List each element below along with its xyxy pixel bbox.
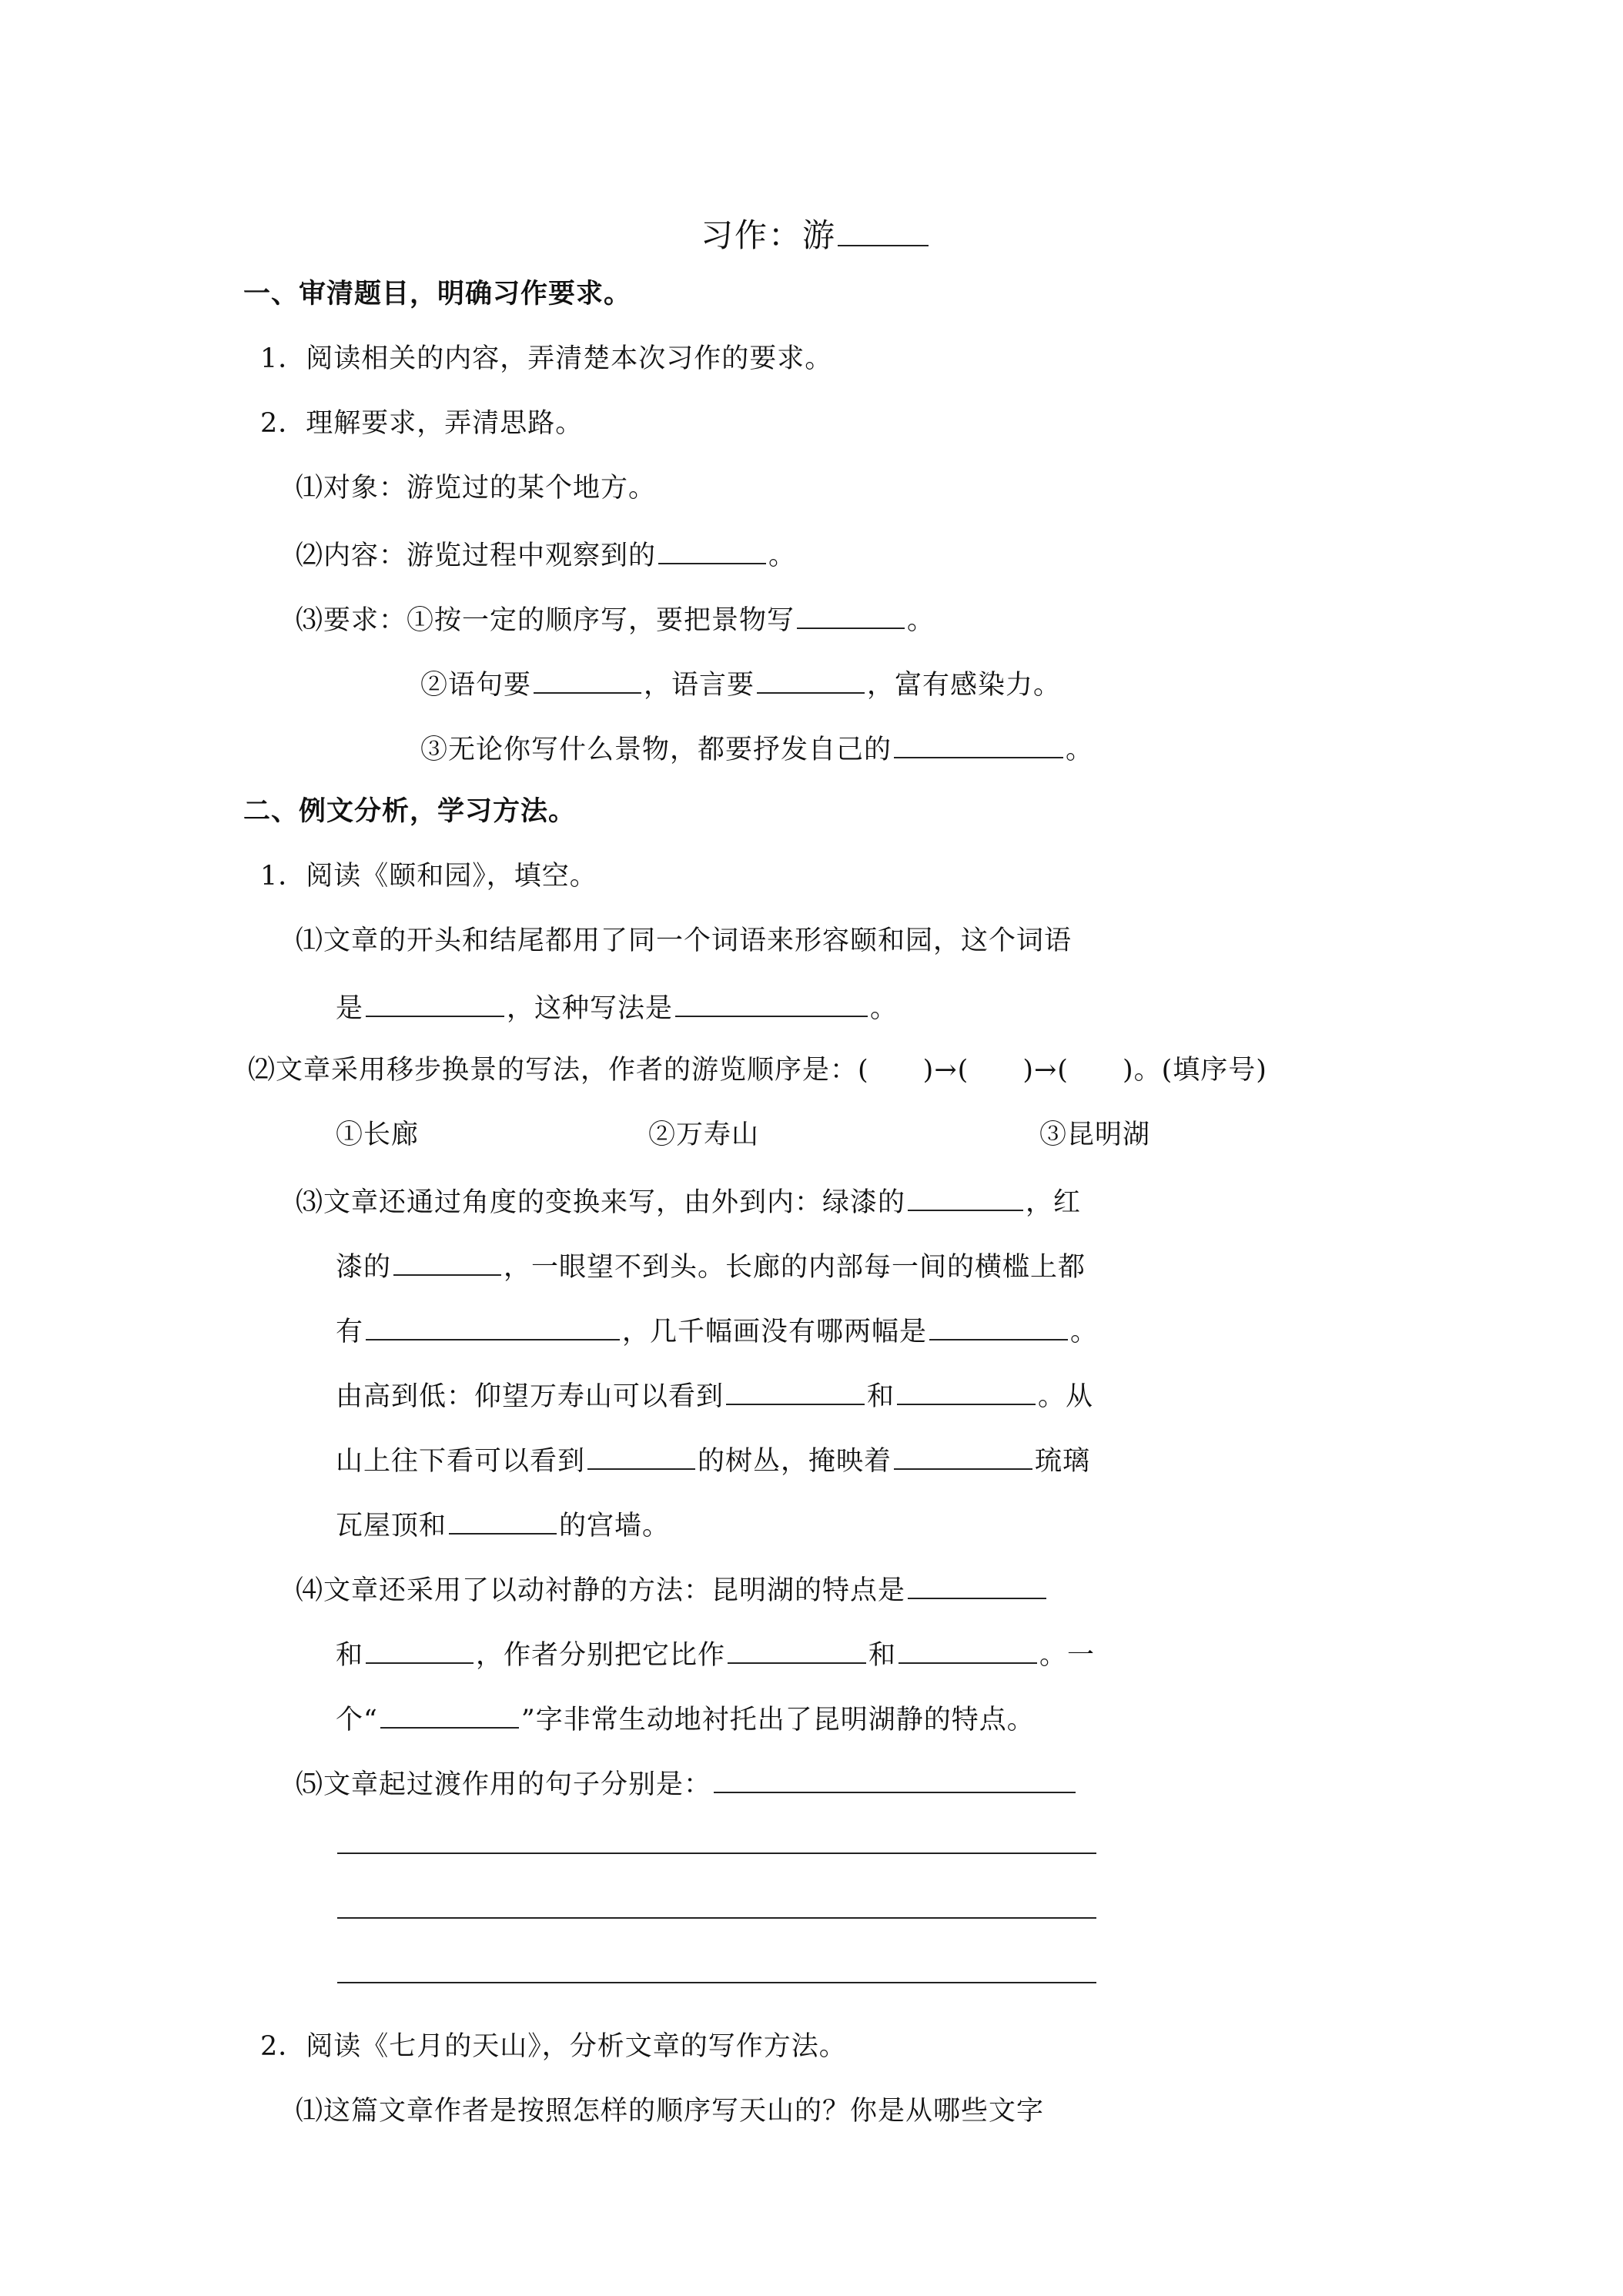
section1-heading: 一、审清题目，明确习作要求。: [243, 278, 632, 310]
answer-line[interactable]: [337, 1982, 1096, 1983]
q3-line6: 瓦屋顶和 的宫墙。: [336, 1504, 670, 1545]
fill-blank[interactable]: [908, 1569, 1046, 1599]
q3-line4: 由高到低：仰望万寿山可以看到 和 。从: [336, 1375, 1093, 1415]
fill-blank[interactable]: [894, 728, 1063, 758]
fill-blank[interactable]: [894, 1440, 1032, 1470]
fill-blank[interactable]: [587, 1440, 695, 1470]
section2-item2: 2．阅读《七月的天山》，分析文章的写作方法。: [260, 2031, 847, 2062]
fill-blank[interactable]: [908, 1181, 1023, 1211]
q3-line1: ⑶文章还通过角度的变换来写，由外到内：绿漆的 ，红: [296, 1181, 1081, 1221]
section1-sub3: ⑶要求：①按一定的顺序写，要把景物写 。: [296, 599, 935, 639]
section1-item2: 2．理解要求，弄清思路。: [260, 408, 584, 439]
fill-blank[interactable]: [728, 1634, 866, 1664]
section1-req3: ③无论你写什么景物，都要抒发自己的 。: [420, 728, 1093, 768]
option-3: ③昆明湖: [1039, 1120, 1151, 1150]
q4-line2: 和 ，作者分别把它比作 和 。一: [336, 1634, 1095, 1674]
answer-line[interactable]: [337, 1853, 1096, 1854]
fill-blank[interactable]: [658, 534, 766, 564]
fill-blank[interactable]: [366, 1310, 620, 1340]
fill-blank[interactable]: [726, 1375, 865, 1405]
q5-line: ⑸文章起过渡作用的句子分别是：: [296, 1763, 1078, 1803]
fill-blank[interactable]: [797, 599, 905, 629]
fill-blank[interactable]: [899, 1634, 1037, 1664]
q1-line2: 是 ，这种写法是 。: [336, 987, 898, 1027]
option-2: ②万寿山: [648, 1120, 760, 1150]
q3-line2: 漆的 ，一眼望不到头。长廊的内部每一间的横槛上都: [336, 1246, 1086, 1286]
fill-blank[interactable]: [380, 1699, 519, 1729]
q4-line1: ⑷文章还采用了以动衬静的方法：昆明湖的特点是: [296, 1569, 1049, 1609]
fill-blank[interactable]: [929, 1310, 1068, 1340]
fill-blank[interactable]: [757, 664, 865, 694]
title-blank[interactable]: [838, 211, 929, 246]
q4-line3: 个“ ”字非常生动地衬托出了昆明湖静的特点。: [336, 1699, 1035, 1739]
fill-blank[interactable]: [714, 1763, 1076, 1793]
q2-line: ⑵文章采用移步换景的写法，作者的游览顺序是：( )→( )→( )。(填序号): [248, 1055, 1267, 1086]
section1-sub2: ⑵内容：游览过程中观察到的 。: [296, 534, 796, 574]
fill-blank[interactable]: [675, 987, 868, 1017]
fill-blank[interactable]: [366, 1634, 474, 1664]
fill-blank[interactable]: [534, 664, 641, 694]
section2-heading: 二、例文分析，学习方法。: [243, 795, 577, 827]
q3-line5: 山上往下看可以看到 的树丛，掩映着 琉璃: [336, 1440, 1090, 1480]
q1-line1: ⑴文章的开头和结尾都用了同一个词语来形容颐和园，这个词语: [296, 925, 1073, 956]
answer-line[interactable]: [337, 1917, 1096, 1919]
option-1: ①长廊: [336, 1120, 420, 1150]
section2-item1: 1．阅读《颐和园》，填空。: [260, 861, 597, 892]
fill-blank[interactable]: [897, 1375, 1036, 1405]
section1-item1: 1．阅读相关的内容，弄清楚本次习作的要求。: [260, 343, 833, 374]
item2-q1: ⑴这篇文章作者是按照怎样的顺序写天山的？你是从哪些文字: [296, 2096, 1045, 2127]
section1-req2: ②语句要 ，语言要 ，富有感染力。: [420, 664, 1061, 704]
fill-blank[interactable]: [366, 987, 504, 1017]
q3-line3: 有 ，几千幅画没有哪两幅是 。: [336, 1310, 1098, 1350]
fill-blank[interactable]: [393, 1246, 501, 1276]
fill-blank[interactable]: [449, 1504, 557, 1535]
page-title: 习作：游: [701, 211, 931, 254]
section1-sub1: ⑴对象：游览过的某个地方。: [296, 473, 657, 504]
